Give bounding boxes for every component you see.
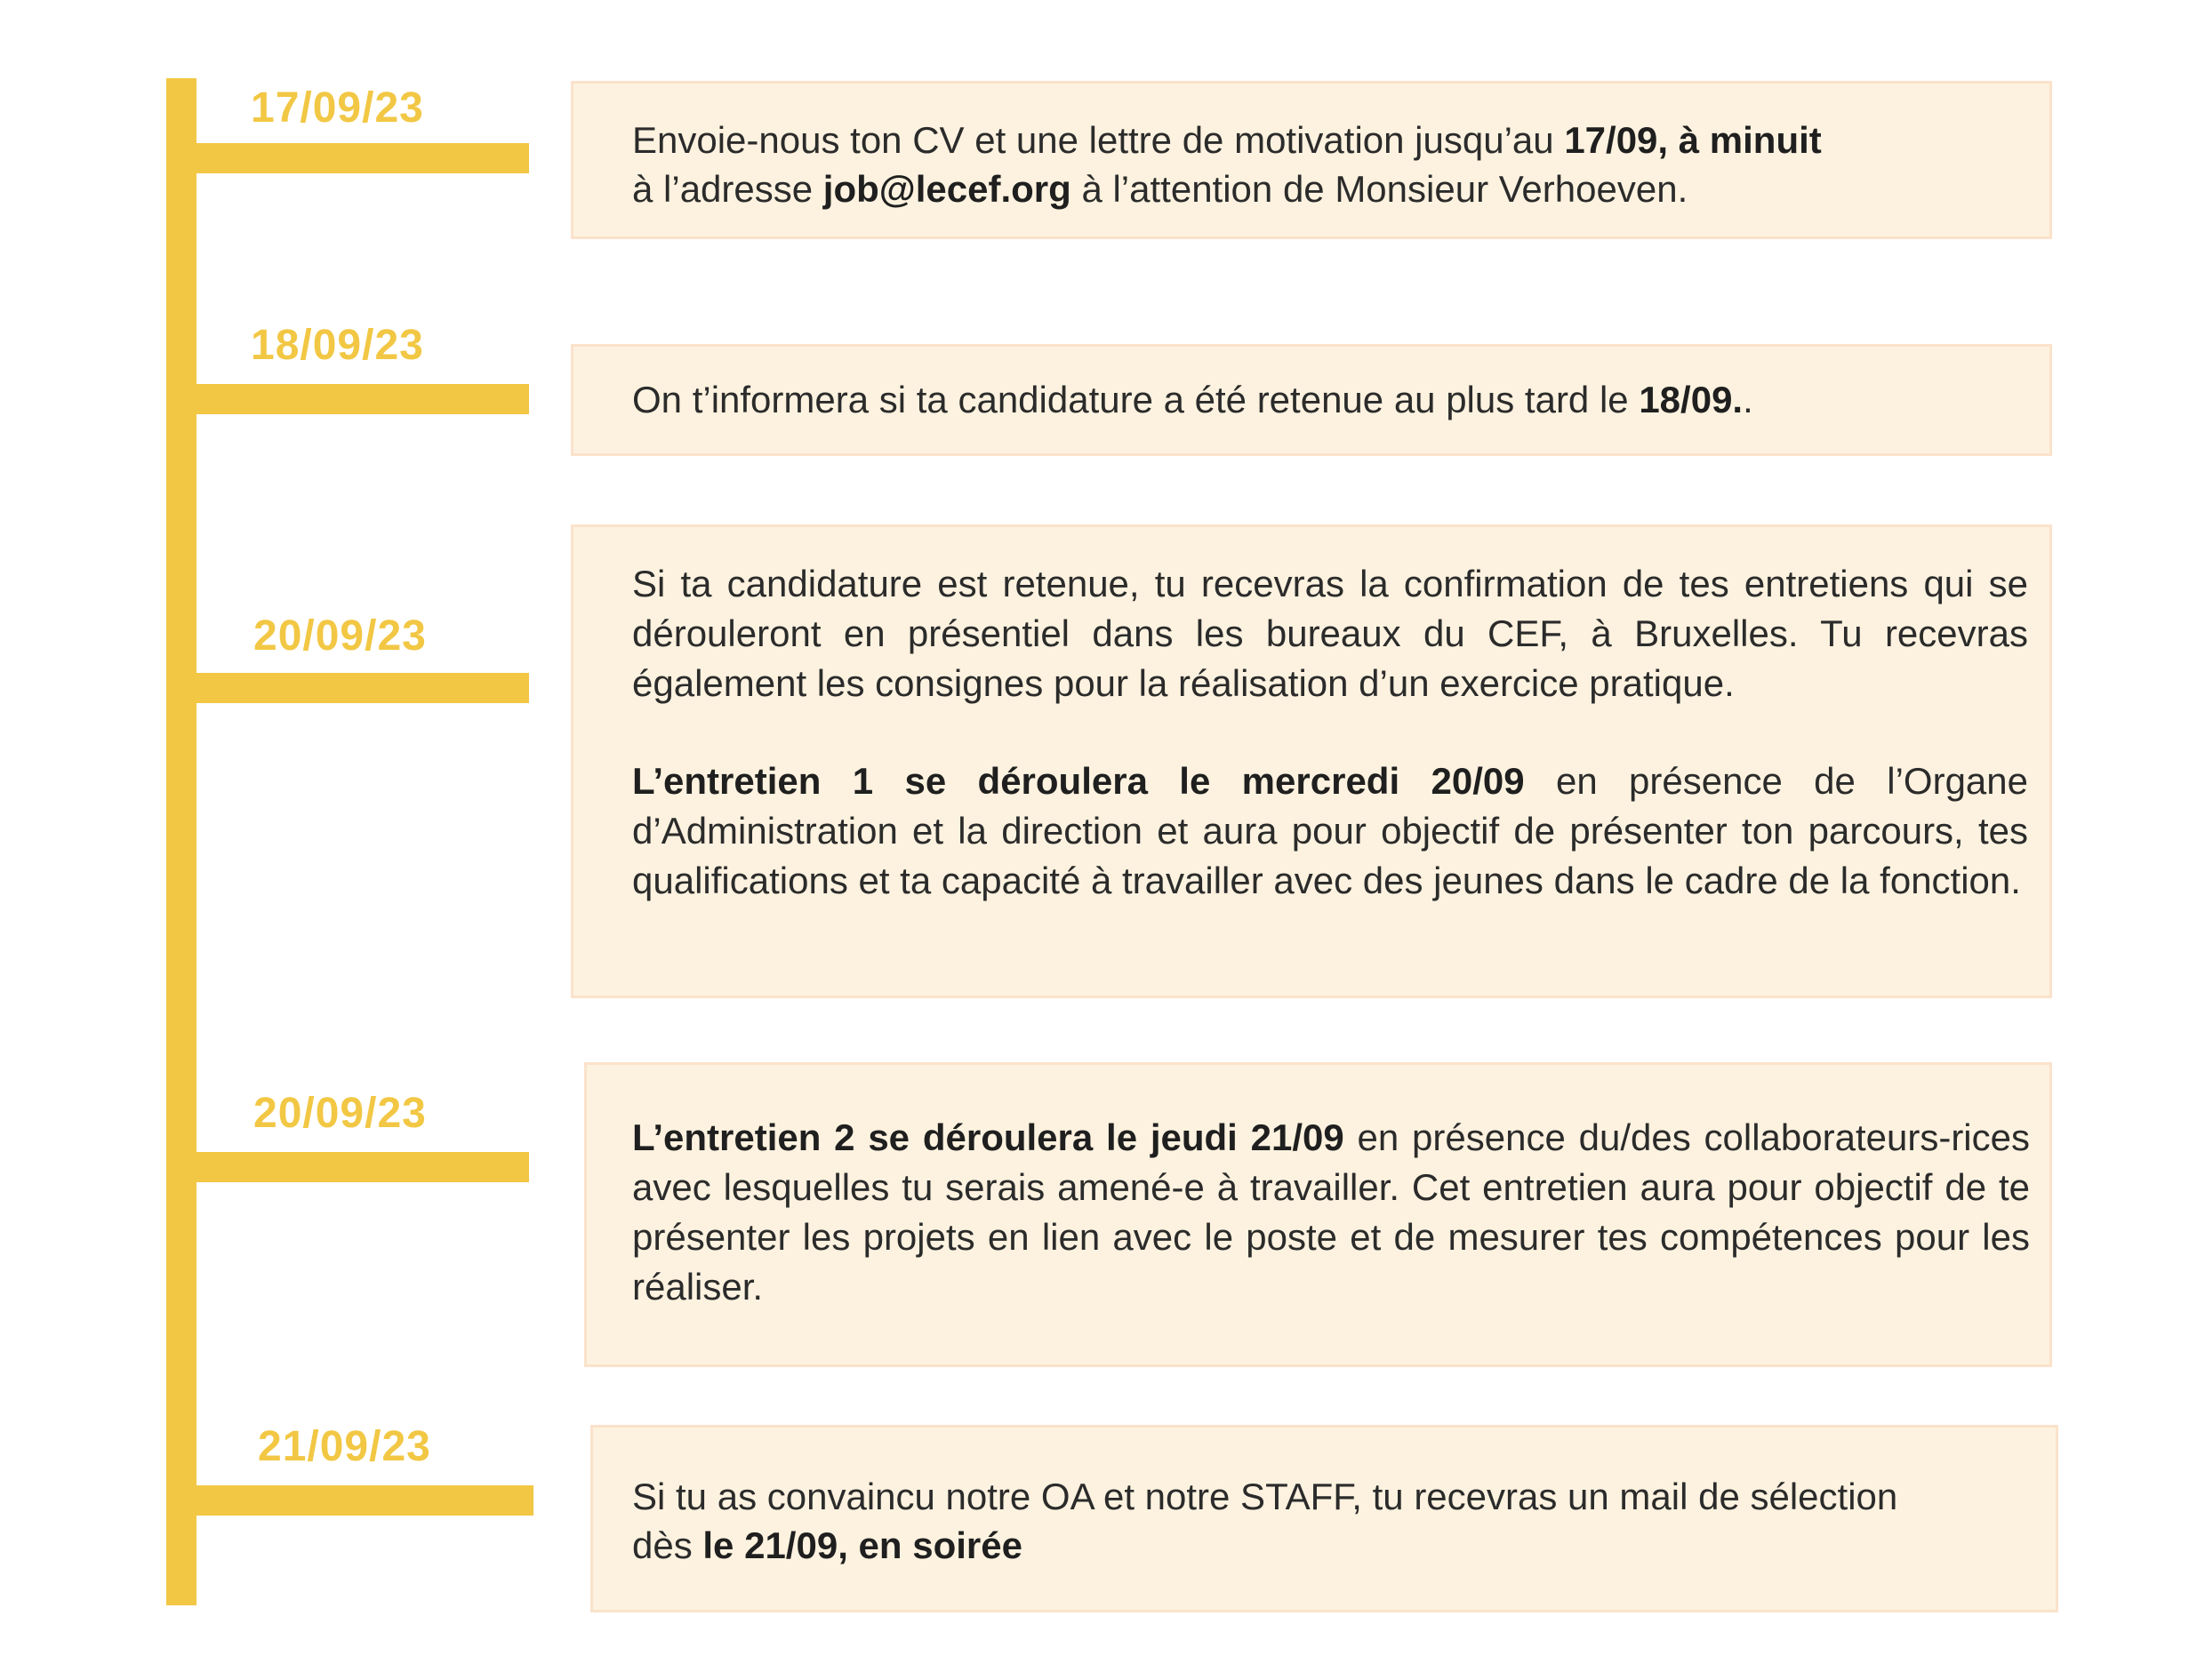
timeline-spine bbox=[166, 78, 196, 1605]
timeline-card-5 bbox=[590, 1425, 2058, 1612]
card-5-line-1: Si tu as convaincu notre OA et notre STAFF, tu recevras un mail de sélection bbox=[632, 1476, 1898, 1517]
card-1-line-2: à l’adresse job@lecef.org à l’attention de Monsieur Verhoeven. bbox=[632, 168, 1688, 210]
deadline-bold: 17/09, à minuit bbox=[1564, 119, 1822, 161]
timeline-card-1 bbox=[571, 81, 2052, 239]
timeline-date-1: 17/09/23 bbox=[251, 84, 424, 132]
interview-1-bold: L’entretien 1 se déroulera le mercredi 20/09 bbox=[632, 760, 1525, 802]
timeline-date-5: 21/09/23 bbox=[258, 1423, 431, 1470]
timeline-tick-1 bbox=[166, 143, 529, 173]
timeline-tick-2 bbox=[166, 384, 529, 414]
timeline-tick-3 bbox=[166, 673, 529, 703]
card-5-line-2: dès le 21/09, en soirée bbox=[632, 1524, 1022, 1566]
timeline-card-3 bbox=[571, 524, 2052, 998]
timeline-card-2 bbox=[571, 344, 2052, 456]
timeline-tick-4 bbox=[166, 1152, 529, 1182]
timeline-date-3: 20/09/23 bbox=[253, 612, 427, 660]
timeline-card-4 bbox=[584, 1062, 2052, 1367]
result-date-bold: 18/09. bbox=[1639, 379, 1744, 420]
selection-date-bold: le 21/09, en soirée bbox=[702, 1524, 1022, 1566]
card-3-paragraph-2: L’entretien 1 se déroulera le mercredi 20/09 en présence de l’Organe d’Administration et la direction et aura pour objectif de présenter ton parcours, tes qualifications et ta capacité à travailler avec des jeunes dans le cadre de la fonction. bbox=[632, 760, 2029, 901]
card-1-line-1: Envoie-nous ton CV et une lettre de motivation jusqu’au 17/09, à minuit bbox=[632, 119, 1822, 161]
card-2-line-1: On t’informera si ta candidature a été retenue au plus tard le 18/09.. bbox=[632, 379, 1753, 420]
timeline-date-2: 18/09/23 bbox=[251, 322, 424, 369]
timeline-date-4: 20/09/23 bbox=[253, 1090, 427, 1137]
interview-2-bold: L’entretien 2 se déroulera le jeudi 21/09 bbox=[632, 1116, 1344, 1158]
card-4-paragraph: L’entretien 2 se déroulera le jeudi 21/09 en présence du/des collaborateurs-rices avec lesquelles tu serais amené-e à travailler. Cet entretien aura pour objectif de te présenter les projets en lien avec le poste et de mesurer tes compétences pour les réaliser. bbox=[632, 1116, 2030, 1308]
card-3-paragraph-1: Si ta candidature est retenue, tu recevras la confirmation de tes entretiens qui se dérouleront en présentiel dans les bureaux du CEF, à Bruxelles. Tu recevras également les consignes pour la réalisation d’un exercice pratique. bbox=[632, 563, 2028, 704]
timeline-tick-5 bbox=[166, 1485, 533, 1516]
email-address: job@lecef.org bbox=[822, 168, 1071, 210]
